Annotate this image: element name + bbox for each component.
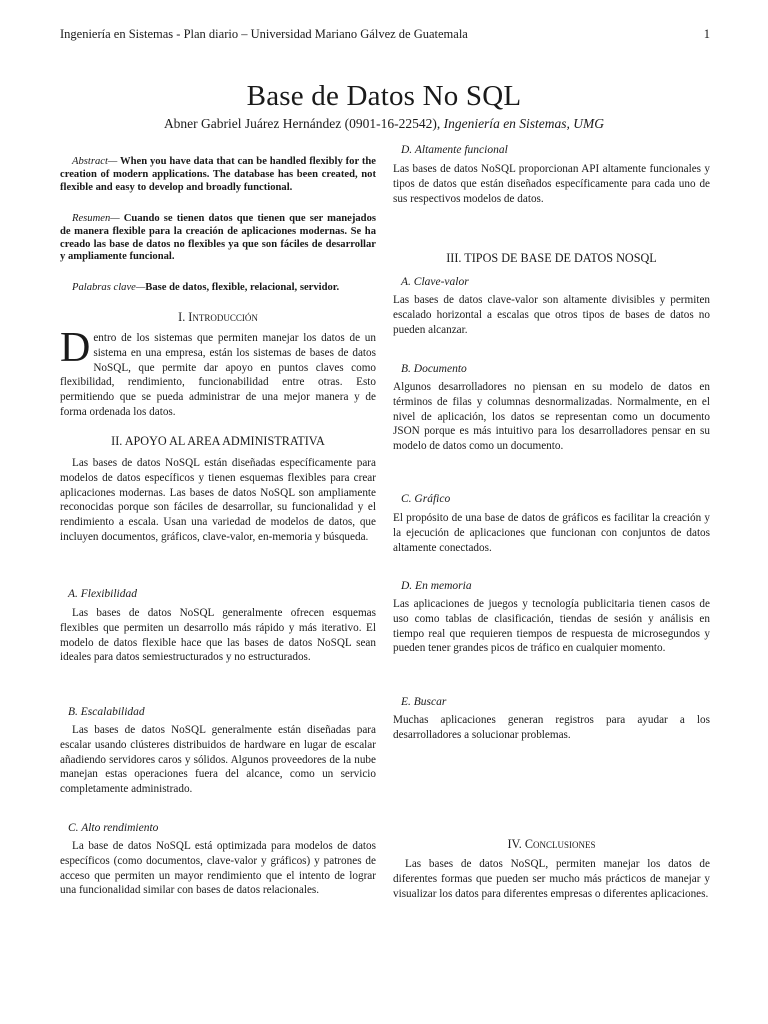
keywords-text: Base de datos, flexible, relacional, servidor.	[145, 282, 340, 293]
subheading-buscar: E. Buscar	[401, 696, 447, 708]
en-memoria-text: Las aplicaciones de juegos y tecnología publicitaria tienen casos de uso como tablas de clasificación, tiendas de sesión y análisis en tiempo real que requieren tiempos de respuesta de microsegundos y pueden tener grandes picos de tráfico en cualquier momento.	[393, 598, 710, 655]
buscar-paragraph	[393, 713, 710, 743]
paper-title: Base de Datos No SQL	[246, 80, 522, 112]
running-header	[60, 27, 710, 42]
section-heading-apoyo: II. APOYO AL AREA ADMINISTRATIVA	[111, 434, 325, 448]
documento-paragraph	[393, 380, 710, 454]
resumen-label: Resumen—	[72, 213, 120, 224]
abstract-label: Abstract—	[72, 156, 118, 167]
flexibilidad-paragraph	[60, 606, 376, 665]
buscar-text: Muchas aplicaciones generan registros para ayudar a los desarrolladores a solucionar problemas.	[393, 714, 710, 741]
escalabilidad-text: Las bases de datos NoSQL generalmente están diseñadas para escalar usando clústeres distribuidos de hardware en lugar de escalar añadiendo servidores caros y sólidos. Algunos proveedores de la nube manejan estas operaciones fuera del alcance, como un servicio completamente administrado.	[60, 724, 376, 796]
abstract-text: When you have data that can be handled flexibly for the creation of modern applications. The database has been created, not flexible and easy to develop and broadly functional.	[60, 156, 376, 193]
section-heading-intro	[60, 310, 376, 325]
conclusiones-paragraph	[393, 857, 710, 901]
documento-text: Algunos desarrolladores no piensan en su modelo de datos en términos de filas y columnas desnormalizadas. Normalmente, en el nivel de aplicación, los datos se representan como un documento JSON porque es más intuitivo para los desarrolladores pensar en su modelo de datos como un documento.	[393, 381, 710, 453]
conclusiones-number: IV.	[507, 837, 525, 851]
intro-number: I.	[178, 310, 189, 324]
conclusiones-title: Conclusiones	[524, 837, 596, 851]
subheading-altamente-funcional: D. Altamente funcional	[401, 144, 508, 156]
abstract	[60, 156, 376, 194]
intro-title: Introducción	[188, 310, 258, 324]
apoyo-paragraph	[60, 456, 376, 545]
alto-rendimiento-text: La base de datos NoSQL está optimizada para modelos de datos específicos (como documentos, clave-valor y gráficos) y patrones de acceso que permiten un mayor rendimiento que el intento de lograr una funcionalidad similar con bases de datos relacionales.	[60, 840, 376, 897]
flexibilidad-text: Las bases de datos NoSQL generalmente ofrecen esquemas flexibles que permiten un desarrollo más rápido y más iterativo. El modelo de datos flexible hace que las bases de datos NoSQL sean ideales para datos semiestructurados y no estructurados.	[60, 607, 376, 664]
subheading-alto-rendimiento: C. Alto rendimiento	[68, 822, 159, 834]
intro-dropcap: D	[60, 325, 91, 371]
subheading-escalabilidad: B. Escalabilidad	[68, 706, 145, 718]
clave-valor-paragraph	[393, 293, 710, 337]
altamente-funcional-paragraph	[393, 162, 710, 206]
section-heading-conclusiones	[393, 837, 710, 852]
keywords-label: Palabras clave—	[72, 282, 146, 293]
author-names: Abner Gabriel Juárez Hernández (0901-16-22542),	[163, 116, 444, 131]
keywords	[60, 282, 376, 295]
page-number: 1	[703, 27, 710, 41]
en-memoria-paragraph	[393, 597, 710, 656]
subheading-grafico: C. Gráfico	[401, 493, 451, 505]
subheading-documento: B. Documento	[401, 363, 467, 375]
resumen	[60, 213, 376, 264]
author-line	[0, 116, 768, 132]
resumen-text: Cuando se tienen datos que tienen que ser manejados de manera flexible para la creación de aplicaciones modernas. Se ha creado las base de datos no flexibles ya que son fáciles de desarrollar y ampliamente funcional.	[60, 213, 376, 263]
subheading-en-memoria: D. En memoria	[401, 580, 472, 592]
alto-rendimiento-paragraph	[60, 839, 376, 898]
escalabilidad-paragraph	[60, 723, 376, 797]
apoyo-text: Las bases de datos NoSQL están diseñadas específicamente para modelos de datos específicos y tienen esquemas flexibles para crear aplicaciones modernas. Las bases de datos NoSQL son ampliamente reconocidas porque son fáciles de desarrollar, su funcionalidad y el rendimiento a escala. Usan una variedad de modelos de datos, que incluyen documentos, gráficos, clave-valor, en-memoria y búsqueda.	[60, 457, 376, 543]
author-affiliation: Ingeniería en Sistemas, UMG	[443, 116, 605, 131]
intro-text: entro de los sistemas que permiten manejar los datos de un sistema en una empresa, están los sistemas de bases de datos NoSQL, que permite dar apoyo en puntos claves como flexibilidad, rendimiento, funcionabilidad entre otras. Esto permitiendo que se pueda administrar de una mejor manera y de forma ordenada los datos.	[60, 332, 376, 418]
grafico-text: El propósito de una base de datos de gráficos es facilitar la creación y la ejecución de aplicaciones que funcionan con conjuntos de datos altamente conectados.	[393, 512, 710, 554]
section-heading-tipos: III. TIPOS DE BASE DE DATOS NOSQL	[446, 251, 657, 265]
running-title: Ingeniería en Sistemas - Plan diario – Universidad Mariano Gálvez de Guatemala	[60, 27, 468, 41]
clave-valor-text: Las bases de datos clave-valor son altamente divisibles y permiten escalado horizontal a escalas que otros tipos de bases de datos no pueden alcanzar.	[393, 294, 710, 336]
altamente-funcional-text: Las bases de datos NoSQL proporcionan API altamente funcionales y tipos de datos que están diseñados específicamente para cada uno de sus respectivos modelos de datos.	[393, 163, 710, 205]
conclusiones-text: Las bases de datos NoSQL, permiten manejar los datos de diferentes formas que pueden ser mucho más prácticos de manejar y visualizar los datos para diferentes empresas o diferentes aplicaciones.	[393, 858, 710, 900]
intro-paragraph	[60, 325, 376, 420]
subheading-flexibilidad: A. Flexibilidad	[68, 588, 137, 600]
grafico-paragraph	[393, 511, 710, 555]
subheading-clave-valor: A. Clave-valor	[401, 276, 469, 288]
